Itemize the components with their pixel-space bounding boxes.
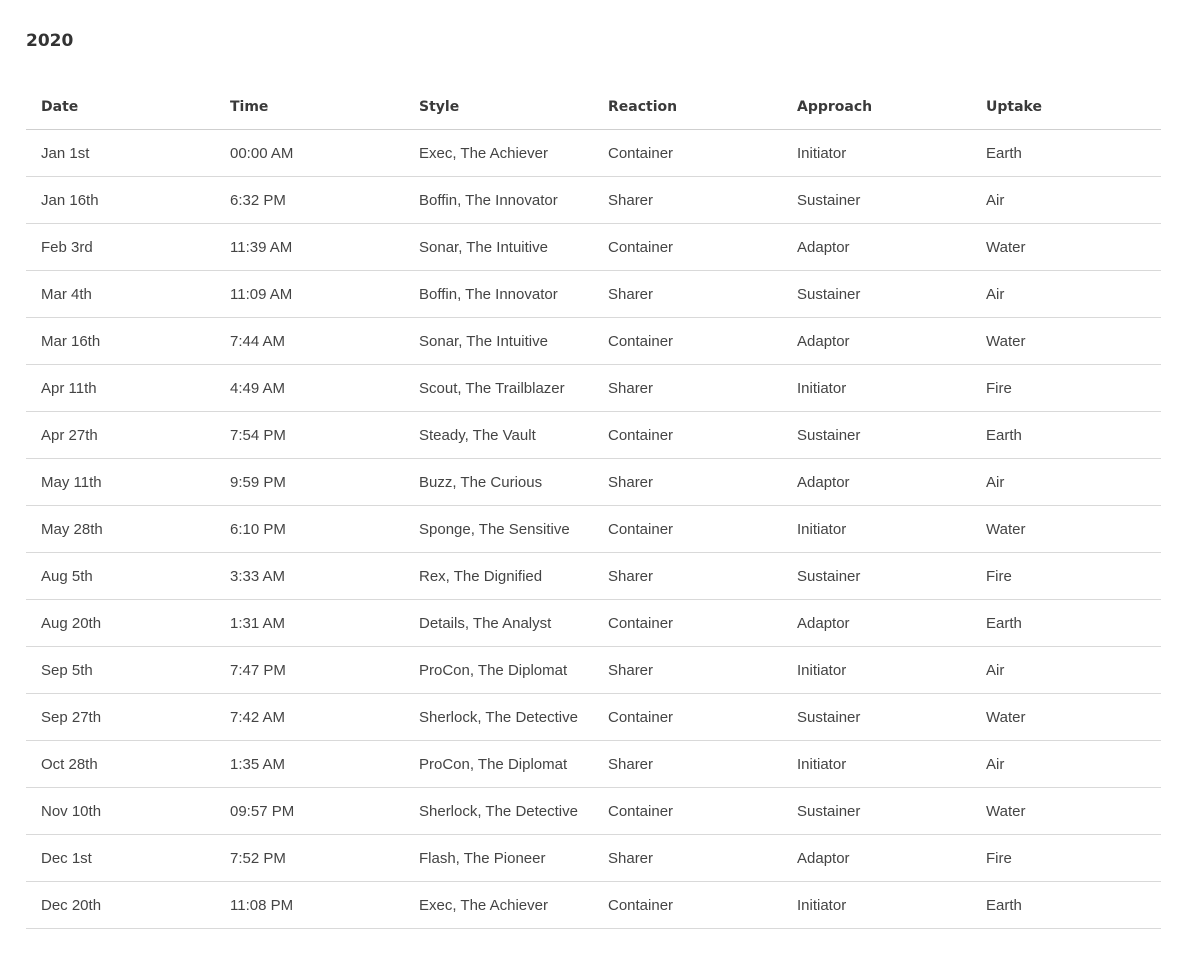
date-cell: Jan 1st: [26, 130, 215, 177]
reaction-cell: Container: [593, 224, 782, 271]
style-cell: Rex, The Dignified: [404, 553, 593, 600]
style-cell: Steady, The Vault: [404, 412, 593, 459]
reaction-cell: Sharer: [593, 271, 782, 318]
time-cell: 00:00 AM: [215, 130, 404, 177]
style-cell: ProCon, The Diplomat: [404, 647, 593, 694]
approach-cell: Sustainer: [782, 271, 971, 318]
style-cell: Details, The Analyst: [404, 600, 593, 647]
date-cell: May 11th: [26, 459, 215, 506]
reaction-cell: Container: [593, 600, 782, 647]
column-header-uptake: Uptake: [971, 84, 1161, 130]
uptake-cell: Water: [971, 506, 1161, 553]
table-row: [26, 459, 1161, 506]
header-row: [26, 84, 1161, 130]
approach-cell: Sustainer: [782, 788, 971, 835]
reaction-cell: Sharer: [593, 741, 782, 788]
time-cell: 6:32 PM: [215, 177, 404, 224]
table-body: [26, 130, 1161, 929]
table-row: [26, 694, 1161, 741]
style-cell: ProCon, The Diplomat: [404, 741, 593, 788]
reaction-cell: Container: [593, 318, 782, 365]
table-row: [26, 882, 1161, 929]
approach-cell: Initiator: [782, 647, 971, 694]
time-cell: 7:42 AM: [215, 694, 404, 741]
table-row: [26, 835, 1161, 882]
style-cell: Boffin, The Innovator: [404, 271, 593, 318]
uptake-cell: Water: [971, 318, 1161, 365]
uptake-cell: Earth: [971, 600, 1161, 647]
date-cell: Nov 10th: [26, 788, 215, 835]
schedule-table: [26, 84, 1161, 929]
uptake-cell: Fire: [971, 553, 1161, 600]
reaction-cell: Sharer: [593, 177, 782, 224]
reaction-cell: Container: [593, 412, 782, 459]
uptake-cell: Fire: [971, 365, 1161, 412]
style-cell: Boffin, The Innovator: [404, 177, 593, 224]
approach-cell: Adaptor: [782, 224, 971, 271]
approach-cell: Adaptor: [782, 835, 971, 882]
style-cell: Buzz, The Curious: [404, 459, 593, 506]
reaction-cell: Container: [593, 506, 782, 553]
column-header-reaction: Reaction: [593, 84, 782, 130]
date-cell: Dec 1st: [26, 835, 215, 882]
table-row: [26, 741, 1161, 788]
reaction-cell: Container: [593, 694, 782, 741]
reaction-cell: Sharer: [593, 835, 782, 882]
uptake-cell: Earth: [971, 130, 1161, 177]
time-cell: 9:59 PM: [215, 459, 404, 506]
date-cell: Aug 20th: [26, 600, 215, 647]
style-cell: Scout, The Trailblazer: [404, 365, 593, 412]
table-header: [26, 84, 1161, 130]
time-cell: 7:52 PM: [215, 835, 404, 882]
table-row: [26, 130, 1161, 177]
uptake-cell: Fire: [971, 835, 1161, 882]
table-row: [26, 647, 1161, 694]
date-cell: Apr 11th: [26, 365, 215, 412]
uptake-cell: Air: [971, 741, 1161, 788]
uptake-cell: Air: [971, 647, 1161, 694]
time-cell: 11:39 AM: [215, 224, 404, 271]
style-cell: Sonar, The Intuitive: [404, 224, 593, 271]
date-cell: Aug 5th: [26, 553, 215, 600]
table-row: [26, 318, 1161, 365]
column-header-approach: Approach: [782, 84, 971, 130]
date-cell: Jan 16th: [26, 177, 215, 224]
reaction-cell: Sharer: [593, 365, 782, 412]
reaction-cell: Container: [593, 882, 782, 929]
date-cell: Feb 3rd: [26, 224, 215, 271]
date-cell: Oct 28th: [26, 741, 215, 788]
table-row: [26, 365, 1161, 412]
table-row: [26, 177, 1161, 224]
style-cell: Sonar, The Intuitive: [404, 318, 593, 365]
uptake-cell: Water: [971, 224, 1161, 271]
uptake-cell: Air: [971, 271, 1161, 318]
time-cell: 1:31 AM: [215, 600, 404, 647]
date-cell: Sep 27th: [26, 694, 215, 741]
approach-cell: Sustainer: [782, 177, 971, 224]
style-cell: Sherlock, The Detective: [404, 788, 593, 835]
reaction-cell: Sharer: [593, 647, 782, 694]
time-cell: 1:35 AM: [215, 741, 404, 788]
time-cell: 3:33 AM: [215, 553, 404, 600]
table-row: [26, 224, 1161, 271]
column-header-style: Style: [404, 84, 593, 130]
approach-cell: Sustainer: [782, 412, 971, 459]
time-cell: 4:49 AM: [215, 365, 404, 412]
table-row: [26, 600, 1161, 647]
approach-cell: Sustainer: [782, 694, 971, 741]
uptake-cell: Water: [971, 788, 1161, 835]
approach-cell: Adaptor: [782, 318, 971, 365]
style-cell: Exec, The Achiever: [404, 882, 593, 929]
column-header-date: Date: [26, 84, 215, 130]
approach-cell: Adaptor: [782, 600, 971, 647]
table-row: [26, 788, 1161, 835]
approach-cell: Adaptor: [782, 459, 971, 506]
approach-cell: Initiator: [782, 365, 971, 412]
table-row: [26, 271, 1161, 318]
column-header-time: Time: [215, 84, 404, 130]
table-row: [26, 506, 1161, 553]
time-cell: 7:44 AM: [215, 318, 404, 365]
style-cell: Flash, The Pioneer: [404, 835, 593, 882]
time-cell: 09:57 PM: [215, 788, 404, 835]
approach-cell: Initiator: [782, 506, 971, 553]
date-cell: May 28th: [26, 506, 215, 553]
approach-cell: Initiator: [782, 882, 971, 929]
time-cell: 7:47 PM: [215, 647, 404, 694]
reaction-cell: Container: [593, 788, 782, 835]
date-cell: Mar 16th: [26, 318, 215, 365]
reaction-cell: Sharer: [593, 553, 782, 600]
uptake-cell: Water: [971, 694, 1161, 741]
uptake-cell: Earth: [971, 412, 1161, 459]
date-cell: Mar 4th: [26, 271, 215, 318]
date-cell: Apr 27th: [26, 412, 215, 459]
uptake-cell: Air: [971, 177, 1161, 224]
date-cell: Dec 20th: [26, 882, 215, 929]
table-row: [26, 553, 1161, 600]
reaction-cell: Container: [593, 130, 782, 177]
reaction-cell: Sharer: [593, 459, 782, 506]
style-cell: Exec, The Achiever: [404, 130, 593, 177]
approach-cell: Sustainer: [782, 553, 971, 600]
approach-cell: Initiator: [782, 130, 971, 177]
time-cell: 6:10 PM: [215, 506, 404, 553]
uptake-cell: Air: [971, 459, 1161, 506]
style-cell: Sherlock, The Detective: [404, 694, 593, 741]
time-cell: 11:09 AM: [215, 271, 404, 318]
uptake-cell: Earth: [971, 882, 1161, 929]
time-cell: 11:08 PM: [215, 882, 404, 929]
approach-cell: Initiator: [782, 741, 971, 788]
time-cell: 7:54 PM: [215, 412, 404, 459]
table-row: [26, 412, 1161, 459]
style-cell: Sponge, The Sensitive: [404, 506, 593, 553]
page-title: 2020: [26, 31, 74, 51]
date-cell: Sep 5th: [26, 647, 215, 694]
